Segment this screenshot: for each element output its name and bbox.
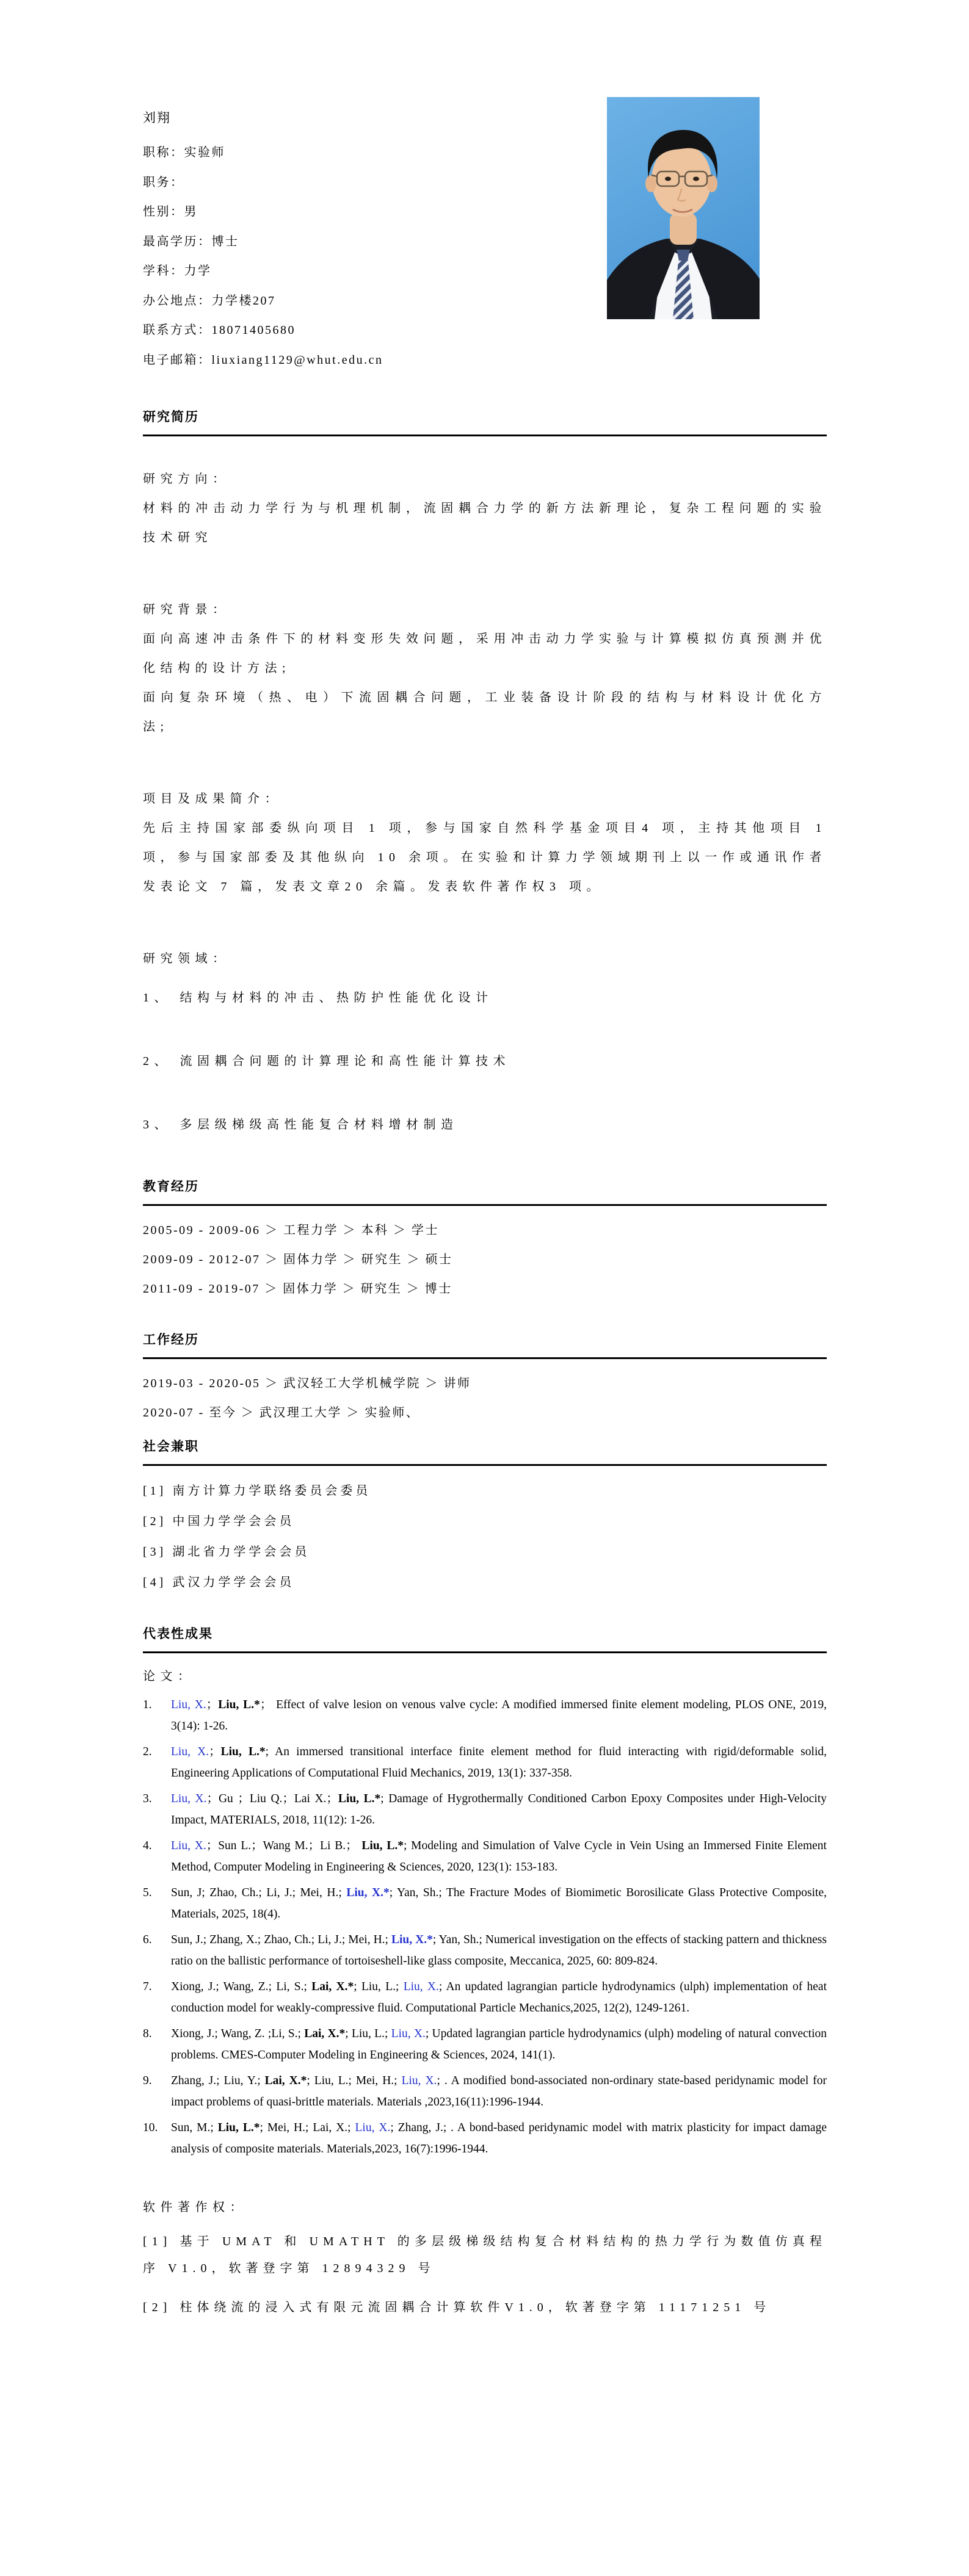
paper-number: 4. [143,1839,152,1852]
education-row: 2009-09 - 2012-07 ＞ 固体力学 ＞ 研究生 ＞ 硕士 [143,1253,453,1266]
research-fields-block [143,944,827,1139]
profile-field-position [143,168,827,198]
membership-rows [143,1476,827,1598]
projects-summary-label: 项目及成果简介： [143,792,282,806]
profile-field-phone [143,316,827,345]
section-title-research-resume: 研究简历 [143,409,199,424]
paper-item [143,1695,827,1737]
field-label: 电子邮箱： [143,353,212,367]
paper-citation: Zhang, J.; Liu, Y.; Lai, X.*; Liu, L.; Mei, H.; Liu, X.; . A modified bond-associated non-ordinary state-based peridynamic model for impact problems of quasi-brittle materials. Materials ,2023,16(11):1996-1944. [171,2074,827,2109]
profile-content [143,109,827,2333]
paper-item [143,2118,827,2160]
paper-number: 3. [143,1792,152,1805]
field-label: 性别： [143,205,184,218]
paper-item [143,1977,827,2019]
education-rows [143,1216,827,1304]
field-label: 办公地点： [143,294,212,308]
section-divider [143,435,827,436]
section-title-achievements: 代表性成果 [143,1626,213,1641]
profile-header [143,109,827,375]
software-copyright-label: 软件著作权： [143,2201,247,2214]
paper-item [143,1789,827,1831]
paper-item [143,1930,827,1972]
section-title-education: 教育经历 [143,1179,199,1194]
paper-item [143,2071,827,2113]
section-title-work: 工作经历 [143,1332,199,1347]
profile-field-degree [143,227,827,257]
field-label: 学科： [143,264,184,278]
education-row: 2011-09 - 2019-07 ＞ 固体力学 ＞ 研究生 ＞ 博士 [143,1282,452,1296]
field-label: 职称： [143,146,184,159]
profile-field-gender [143,197,827,227]
section-divider [143,1357,827,1359]
field-label: 最高学历： [143,234,212,248]
section-membership [143,1438,827,1598]
papers-list [143,1695,827,2160]
field-value: 实验师 [184,146,225,159]
paper-item [143,1742,827,1784]
profile-field-email [143,345,827,375]
section-achievements [143,1626,827,2321]
section-education [143,1178,827,1304]
software-copyright-item: [1] 基于 UMAT 和 UMATHT 的多层级梯级结构复合材料结构的热力学行为数值仿真程序 V1.0，软著登字第 12894329 号 [143,2235,827,2275]
paper-number: 9. [143,2074,152,2087]
section-work [143,1332,827,1427]
papers-label: 论文： [143,1670,195,1683]
membership-row: [1] 南方计算力学联络委员会委员 [143,1484,371,1498]
research-field-item: 1、 结构与材料的冲击、热防护性能优化设计 [143,991,493,1005]
work-rows [143,1369,827,1427]
paper-citation: Liu, X.；Sun L.；Wang M.；Li B.； Liu, L.*; Modeling and Simulation of Valve Cycle in Vein Using an Immersed Finite Element Method, Computer Modeling in Engineering & Sciences, 2020, 123(1): 153-183. [171,1839,827,1874]
membership-row: [3] 湖北省力学学会会员 [143,1545,310,1559]
paper-citation: Xiong, J.; Wang, Z. ;Li, S.; Lai, X.*; Liu, L.; Liu, X.; Updated lagrangian particle hydrodynamics (ulph) modeling of natural convection problems. CMES-Computer Modeling in Engineering & Sciences, 2024, 141(1). [171,2027,827,2062]
software-copyright-item: [2] 柱体绕流的浸入式有限元流固耦合计算软件V1.0，软著登字第 11171251 号 [143,2301,771,2314]
paper-number: 6. [143,1933,152,1946]
projects-summary-text: 先后主持国家部委纵向项目 1 项，参与国家自然科学基金项目4 项，主持其他项目 1 项，参与国家部委及其他纵向 10 余项。在实验和计算力学领域期刊上以一作或通讯作者发表论文 7 篇，发表文章20 余篇。发表软件著作权3 项。 [143,821,827,893]
paper-item [143,1883,827,1925]
research-direction-text: 材料的冲击动力学行为与机理机制，流固耦合力学的新方法新理论，复杂工程问题的实验技术研究 [143,502,827,544]
field-value: 男 [184,205,198,218]
paper-citation: Xiong, J.; Wang, Z.; Li, S.; Lai, X.*; Liu, L.; Liu, X.; An updated lagrangian particle hydrodynamics (ulph) implementation of heat conduction model for weakly-compressive fluid. Computational Particle Mechanics,2025, 12(2), 1249-1261. [171,1980,827,2015]
paper-number: 2. [143,1745,152,1758]
work-row: 2020-07 - 至今 ＞ 武汉理工大学 ＞ 实验师、 [143,1406,420,1420]
paper-item [143,1836,827,1878]
membership-row: [4] 武汉力学学会会员 [143,1576,295,1589]
research-field-item: 3、 多层级梯级高性能复合材料增材制造 [143,1118,459,1131]
research-direction-block [143,464,827,552]
field-label: 职务： [143,175,184,189]
membership-row: [2] 中国力学学会会员 [143,1515,295,1528]
research-background-block [143,595,827,741]
paper-number: 1. [143,1698,152,1711]
field-value: 博士 [211,234,239,248]
profile-field-office [143,286,827,316]
research-background-item: 面向复杂环境（热、电）下流固耦合问题，工业装备设计阶段的结构与材料设计优化方法; [143,691,827,734]
paper-number: 8. [143,2027,152,2040]
research-background-label: 研究背景： [143,603,230,616]
paper-citation: Liu, X.；Gu ；Liu Q.；Lai X.；Liu, L.*; Damage of Hygrothermally Conditioned Carbon Epoxy Composites under High-Velocity Impact, MATERIALS, 2018, 11(12): 1-26. [171,1792,827,1827]
paper-number: 10. [143,2121,158,2134]
field-value: 力学楼207 [211,294,276,308]
section-divider [143,1464,827,1466]
section-divider [143,1204,827,1206]
email-value: liuxiang1129@whut.edu.cn [211,353,383,367]
work-row: 2019-03 - 2020-05 ＞ 武汉轻工大学机械学院 ＞ 讲师 [143,1377,471,1390]
field-value: 力学 [184,264,212,278]
research-field-item: 2、 流固耦合问题的计算理论和高性能计算技术 [143,1055,510,1068]
paper-citation: Sun, J.; Zhang, X.; Zhao, Ch.; Li, J.; Mei, H.; Liu, X.*; Yan, Sh.; Numerical investigation on the effects of stacking pattern and thickness ratio on the ballistic performance of tortoiseshell-like glass composite, Meccanica, 2025, 60: 809-824. [171,1933,827,1968]
profile-name: 刘翔 [143,110,171,125]
research-fields-label: 研究领域： [143,952,230,965]
section-divider [143,1651,827,1653]
paper-number: 5. [143,1886,152,1899]
projects-summary-block [143,784,827,901]
section-title-membership: 社会兼职 [143,1439,199,1454]
paper-citation: Liu, X.；Liu, L.*； Effect of valve lesion on venous valve cycle: A modified immersed finite element modeling, PLOS ONE, 2019, 3(14): 1-26. [171,1698,827,1733]
profile-field-discipline [143,256,827,286]
field-value: 18071405680 [211,323,296,337]
section-research-resume [143,409,827,1139]
paper-citation: Sun, J; Zhao, Ch.; Li, J.; Mei, H.; Liu, X.*; Yan, Sh.; The Fracture Modes of Biomimetic Borosilicate Glass Protective Composite, Materials, 2025, 18(4). [171,1886,827,1921]
research-background-item: 面向高速冲击条件下的材料变形失效问题，采用冲击动力学实验与计算模拟仿真预测并优化结构的设计方法; [143,632,827,675]
field-label: 联系方式： [143,323,212,337]
paper-citation: Liu, X.；Liu, L.*; An immersed transitional interface finite element method for fluid interacting with rigid/deformable solid, Engineering Applications of Computational Fluid Mechanics, 2019, 13(1): 337-358. [171,1745,827,1780]
profile-field-title [143,138,827,168]
paper-citation: Sun, M.; Liu, L.*; Mei, H.; Lai, X.; Liu, X.; Zhang, J.; . A bond-based peridynamic model with matrix plasticity for impact damage analysis of composite materials. Materials,2023, 16(7):1996-1944. [171,2121,827,2156]
education-row: 2005-09 - 2009-06 ＞ 工程力学 ＞ 本科 ＞ 学士 [143,1224,439,1237]
paper-number: 7. [143,1980,152,1993]
research-direction-label: 研究方向： [143,472,230,486]
paper-item [143,2024,827,2066]
